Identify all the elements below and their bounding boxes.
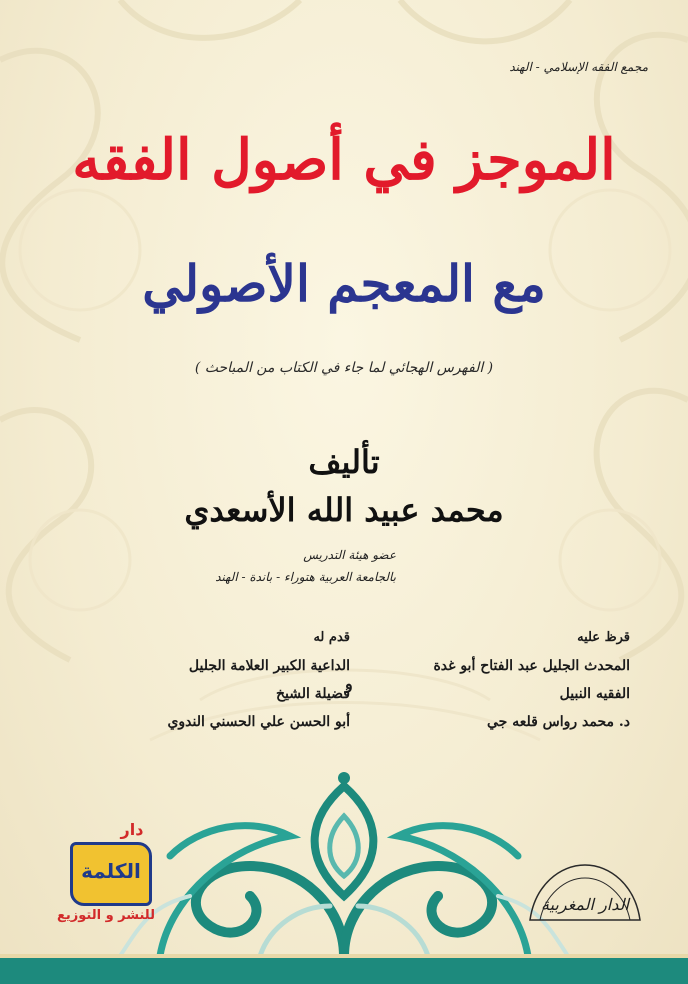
foreword-block	[80, 624, 350, 736]
author-role-line1: عضو هيئة التدريس	[303, 548, 396, 562]
publisher-logo-dar: دار	[120, 820, 144, 839]
author-affiliation	[196, 544, 396, 588]
publisher-logo-mark	[70, 842, 152, 906]
seal-text: الدار المغربية	[541, 895, 629, 914]
endorsement-head: قرظ عليه	[577, 630, 630, 645]
foreword-head: قدم له	[313, 630, 350, 645]
endorser-2: د. محمد رواس قلعه جي	[487, 714, 630, 730]
author-role-line2: بالجامعة العربية هتوراء - باندة - الهند	[215, 570, 396, 584]
author-label: تأليف	[308, 443, 380, 481]
dar-al-maghribiya-seal	[520, 850, 650, 930]
endorser-1: المحدث الجليل عبد الفتاح أبو غدة	[433, 658, 630, 674]
book-subtitle: مع المعجم الأصولي	[142, 254, 546, 313]
publisher-logo-caption: للنشر و التوزيع	[57, 908, 155, 923]
credits-connector: و	[345, 674, 353, 693]
publisher-logo-name: الكلمة	[81, 859, 141, 883]
book-title: الموجز في أصول الفقه	[72, 127, 616, 193]
publisher-header: مجمع الفقه الإسلامي - الهند	[509, 60, 648, 74]
bottom-teal-band	[0, 954, 688, 984]
foreword-author-title: الداعية الكبير العلامة الجليل	[188, 658, 350, 674]
bottom-band-stripe	[0, 954, 688, 958]
endorser-2-title: الفقيه النبيل	[559, 686, 630, 702]
foreword-author: أبو الحسن علي الحسني الندوي	[167, 714, 350, 730]
foreword-author-honorific: فضيلة الشيخ	[276, 686, 350, 702]
endorsement-block	[370, 624, 630, 736]
author-name: محمد عبيد الله الأسعدي	[184, 491, 504, 529]
book-description: ( الفهرس الهجائي لما جاء في الكتاب من المباحث )	[194, 360, 494, 376]
publisher-logo	[52, 820, 160, 932]
